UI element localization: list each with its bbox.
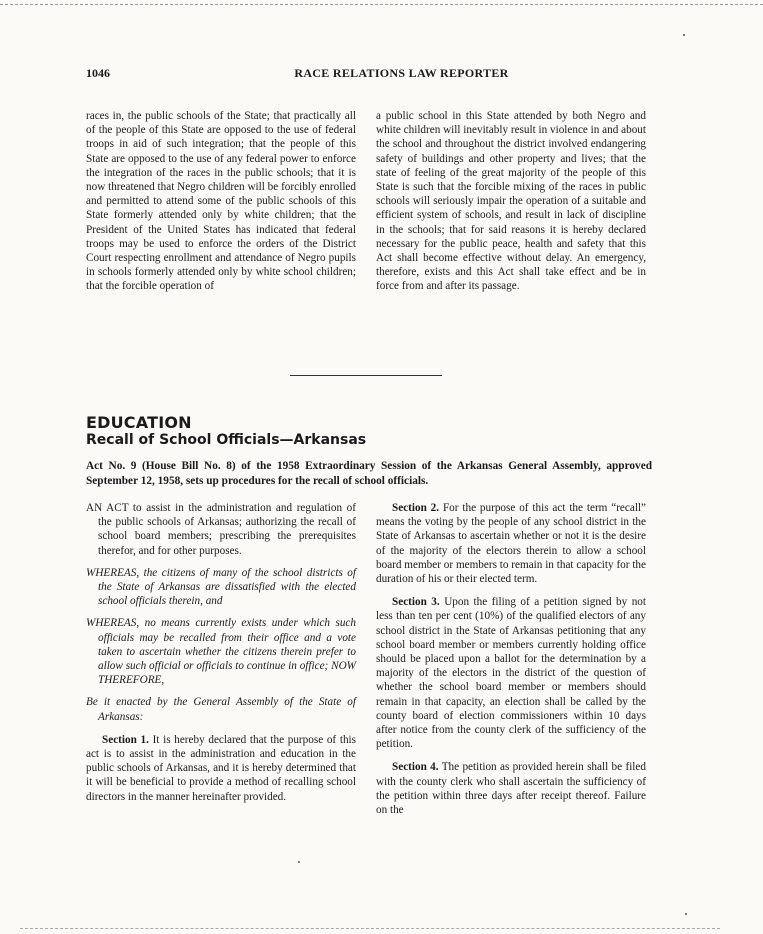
section-divider <box>290 375 442 376</box>
scan-speck <box>683 34 685 36</box>
section-3-text: Upon the filing of a petition signed by not less than ten per cent (10%) of the qualified electors of any school district in the State of Arkansas petitioning that any school board member or members currently holding office should be placed upon a ballot for the determination by a majority of the electors in the district of the question of whether the school board member or members should remain in that capacity, an election shall be called by the county board of election commissioners within 10 days after notice from the county clerk of the sufficiency of the petition. <box>376 596 646 751</box>
section-4-label: Section 4. <box>392 761 439 774</box>
section-heading: EDUCATION <box>86 413 192 432</box>
section-4-text: The petition as provided herein shall be filed with the county clerk who shall ascertain the sufficiency of the petition within three days after receipt thereof. Failure on the <box>376 761 646 817</box>
scan-edge-top <box>0 4 763 5</box>
section-3-label: Section 3. <box>392 596 440 609</box>
enacting-clause: Be it enacted by the General Assembly of the State of Arkansas: <box>86 696 356 723</box>
body-left-column <box>86 501 356 804</box>
section-1-paragraph <box>86 733 356 804</box>
scan-speck <box>685 913 687 915</box>
section-2-label: Section 2. <box>392 502 440 514</box>
section-4-paragraph <box>376 760 646 817</box>
whereas-paragraph-2: WHEREAS, no means currently exists under which such officials may be recalled from their office and a vote taken to ascertain whether the citizens therein prefer to allow such official or officials to continue in office; NOW THEREFORE, <box>86 617 356 687</box>
section-subheading: Recall of School Officials—Arkansas <box>86 432 367 448</box>
section-3-paragraph <box>376 595 646 751</box>
section-2-text: For the purpose of this act the term “recall” means the voting by the people of any school district in the State of Arkansas to ascertain whether or not it is the desire of the majority of the electors therein to allow a school board member or members to remain in that capacity for the duration of his or their elected term. <box>376 502 647 586</box>
section-1-label: Section 1. <box>102 733 149 746</box>
whereas-paragraph-1: WHEREAS, the citizens of many of the school districts of the State of Arkansas are dissatisfied with the elected school officials therein, and <box>86 566 356 608</box>
top-left-column <box>86 109 356 294</box>
body-right-column <box>376 501 646 817</box>
scan-speck <box>298 861 300 863</box>
top-right-paragraph: a public school in this State attended by both Negro and white children will inevitably result in violence in and about the school and throughout the district involved endangering safety of buildings and other property and lives; that the state of feeling of the great majority of the people of this State is such that the forcible mixing of the races in public schools will seriously impair the operation of a suitable and efficient system of schools, and result in lack of discipline in the schools; that for said reasons it is hereby declared necessary for the public peace, health and safety that this Act shall become effective without delay. An emergency, therefore, exists and this Act shall take effect and be in force from and after its passage. <box>376 110 646 293</box>
section-2-paragraph <box>376 501 646 586</box>
running-head: RACE RELATIONS LAW REPORTER <box>294 66 509 80</box>
page-number: 1046 <box>86 66 110 80</box>
top-right-column <box>376 109 646 294</box>
scan-edge-bottom <box>20 928 720 929</box>
an-act-paragraph: AN ACT to assist in the administration and regulation of the public schools of Arkansas; authorizing the recall of school board members; prescribing the prerequisites therefor, and for other purposes. <box>86 502 356 557</box>
act-summary: Act No. 9 (House Bill No. 8) of the 1958 Extraordinary Session of the Arkansas General Assembly, approved September 12, 1958, sets up procedures for the recall of school officials. <box>86 460 652 487</box>
top-left-paragraph: races in, the public schools of the State; that practically all of the people of this State are opposed to the use of federal troops in aid of such integration; that the people of this State are opposed to the use of any federal power to enforce the integration of the races in the public schools; that it is now threatened that Negro children will be forcibly enrolled and permitted to attend some of the public schools of this State formerly attended only by white children; that the President of the United States has indicated that federal troops may be used to enforce the orders of the District Court respecting enrollment and attendance of Negro pupils in schools formerly attended only by white school children; that the forcible operation of <box>86 110 356 293</box>
section-1-text: It is hereby declared that the purpose of this act is to assist in the administration and education in the public schools of Arkansas, and it is hereby determined that it will be beneficial to provide a method of recalling school directors in the manner hereinafter provided. <box>86 733 357 803</box>
